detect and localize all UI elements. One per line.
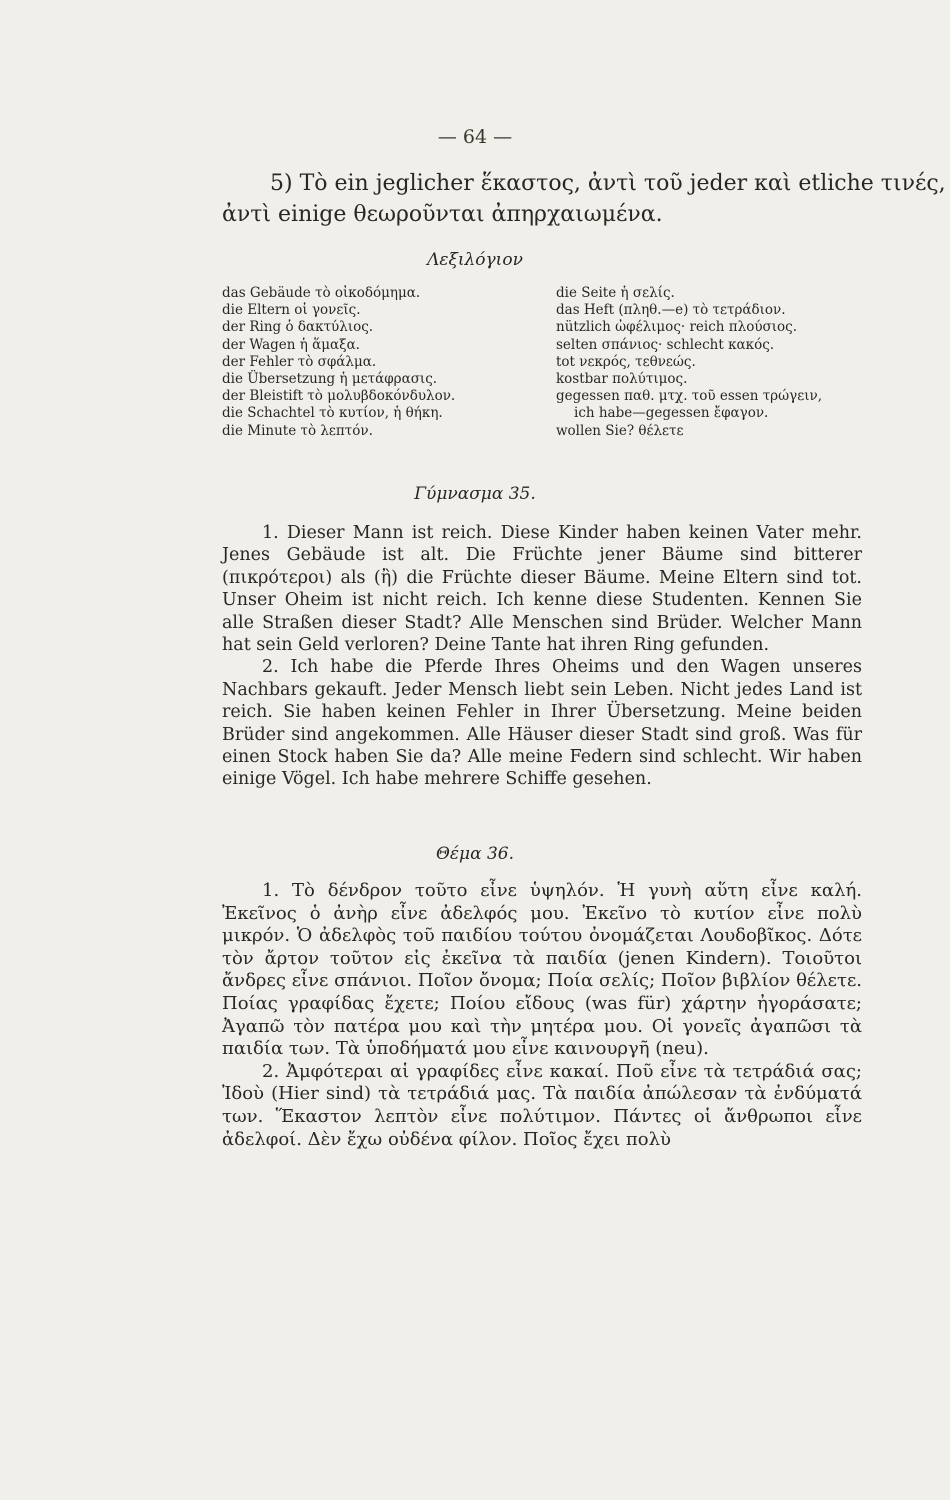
exercise-text (222, 522, 862, 791)
vocab-entry: ich habe—gegessen ἔφαγον. (574, 405, 769, 422)
intro-line: 5) Τὸ ein jeglicher ἕκαστος, ἀντὶ τοῦ jeder καὶ etliche τινές, (270, 171, 946, 196)
vocab-entry: selten σπάνιος· schlecht κακός. (556, 336, 775, 353)
vocab-entry: nützlich ὠφέλιμος· reich πλούσιος. (556, 319, 798, 336)
theme-text (222, 880, 862, 1151)
vocab-entry: das Heft (πληθ.—e) τὸ τετράδιον. (556, 302, 786, 319)
vocab-entry: das Gebäude τὸ οἰκοδόμημα. (222, 285, 421, 301)
vocab-entry: kostbar πολύτιμος. (556, 370, 688, 387)
vocab-entry: die Übersetzung ἡ μετάφρασις. (222, 370, 438, 387)
vocab-entry: die Seite ἡ σελίς. (556, 285, 675, 301)
vocabulary-heading: Λεξιλόγιον (427, 250, 523, 270)
vocabulary-right-column (556, 285, 822, 440)
theme-heading: Θέμα 36. (435, 844, 515, 864)
vocab-entry: tot νεκρός, τεθνεώς. (556, 353, 696, 370)
vocab-entry: gegessen παθ. μτχ. τοῦ essen τρώγειν, (556, 388, 822, 405)
intro-paragraph (222, 168, 946, 230)
vocab-entry: wollen Sie? θέλετε (556, 422, 684, 439)
vocab-entry: der Ring ὁ δακτύλιος. (222, 319, 374, 336)
exercise-paragraph-2: 2. Ich habe die Pferde Ihres Oheims und den Wagen unseres Nachbars gekauft. Jeder Mensch liebt sein Leben. Nicht jedes Land ist reich. Sie haben keinen Fehler in Ihrer Übersetzung. Meine beiden Brüder sind angekommen. Alle Häuser dieser Stadt sind groß. Was für einen Stock haben Sie da? Alle meine Federn sind schlecht. Wir haben einige Vögel. Ich habe mehrere Schiffe gesehen. (222, 657, 862, 790)
exercise-paragraph-1: 1. Dieser Mann ist reich. Diese Kinder haben keinen Vater mehr. Jenes Gebäude ist alt. Die Früchte jener Bäume sind bitterer (πικρότεροι) als (ἢ) die Früchte dieser Bäume. Meine Eltern sind tot. Unser Oheim ist nicht reich. Ich kenne diese Studenten. Kennen Sie alle Straßen dieser Stadt? Alle Menschen sind Brüder. Welcher Mann hat sein Geld verloren? Deine Tante hat ihren Ring gefunden. (222, 523, 862, 656)
exercise-heading: Γύμνασμα 35. (414, 484, 536, 504)
vocabulary-left-column (222, 285, 455, 440)
vocab-entry: die Eltern οἱ γονεῖς. (222, 302, 361, 319)
theme-paragraph-1: 1. Τὸ δένδρον τοῦτο εἶνε ὑψηλόν. Ἡ γυνὴ αὕτη εἶνε καλή. Ἐκεῖνος ὁ ἀνὴρ εἶνε ἀδελφός μου. Ἐκεῖνο τὸ κυτίον εἶνε πολὺ μικρόν. Ὁ ἀδελφὸς τοῦ παιδίου τούτου ὀνομάζεται Λουδοβῖκος. Δότε τὸν ἄρτον τοῦτον εἰς ἐκεῖνα τὰ παιδία (jenen Kindern). Τοιοῦτοι ἄνδρες εἶνε σπάνιοι. Ποῖον ὄνομα; Ποία σελίς; Ποῖον βιβλίον θέλετε. Ποίας γραφίδας ἔχετε; Ποίου εἴδους (was für) χάρτην ἠγοράσατε; Ἀγαπῶ τὸν πατέρα μου καὶ τὴν μητέρα μου. Οἱ γονεῖς ἀγαπῶσι τὰ παιδία των. Τὰ ὑποδήματά μου εἶνε καινουργῆ (neu). (222, 880, 862, 1060)
theme-paragraph-2: 2. Ἀμφότεραι αἱ γραφίδες εἶνε κακαί. Ποῦ εἶνε τὰ τετράδιά σας; Ἰδοὺ (Hier sind) τὰ τετράδιά μας. Τὰ παιδία ἀπώλεσαν τὰ ἐνδύματά των. Ἕκαστον λεπτὸν εἶνε πολύτιμον. Πάντες οἱ ἄνθρωποι εἶνε ἀδελφοί. Δὲν ἔχω οὐδένα φίλον. Ποῖος ἔχει πολὺ (222, 1060, 862, 1150)
vocab-entry: die Schachtel τὸ κυτίον, ἡ θήκη. (222, 405, 443, 422)
vocab-entry: die Minute τὸ λεπτόν. (222, 422, 373, 439)
page-number: — 64 — (437, 126, 513, 148)
vocab-entry: der Bleistift τὸ μολυβδοκόνδυλον. (222, 388, 456, 405)
vocab-entry: der Wagen ἡ ἅμαξα. (222, 336, 360, 353)
vocab-entry: der Fehler τὸ σφάλμα. (222, 353, 377, 370)
intro-line: ἀντὶ einige θεωροῦνται ἀπηρχαιωμένα. (222, 202, 663, 227)
